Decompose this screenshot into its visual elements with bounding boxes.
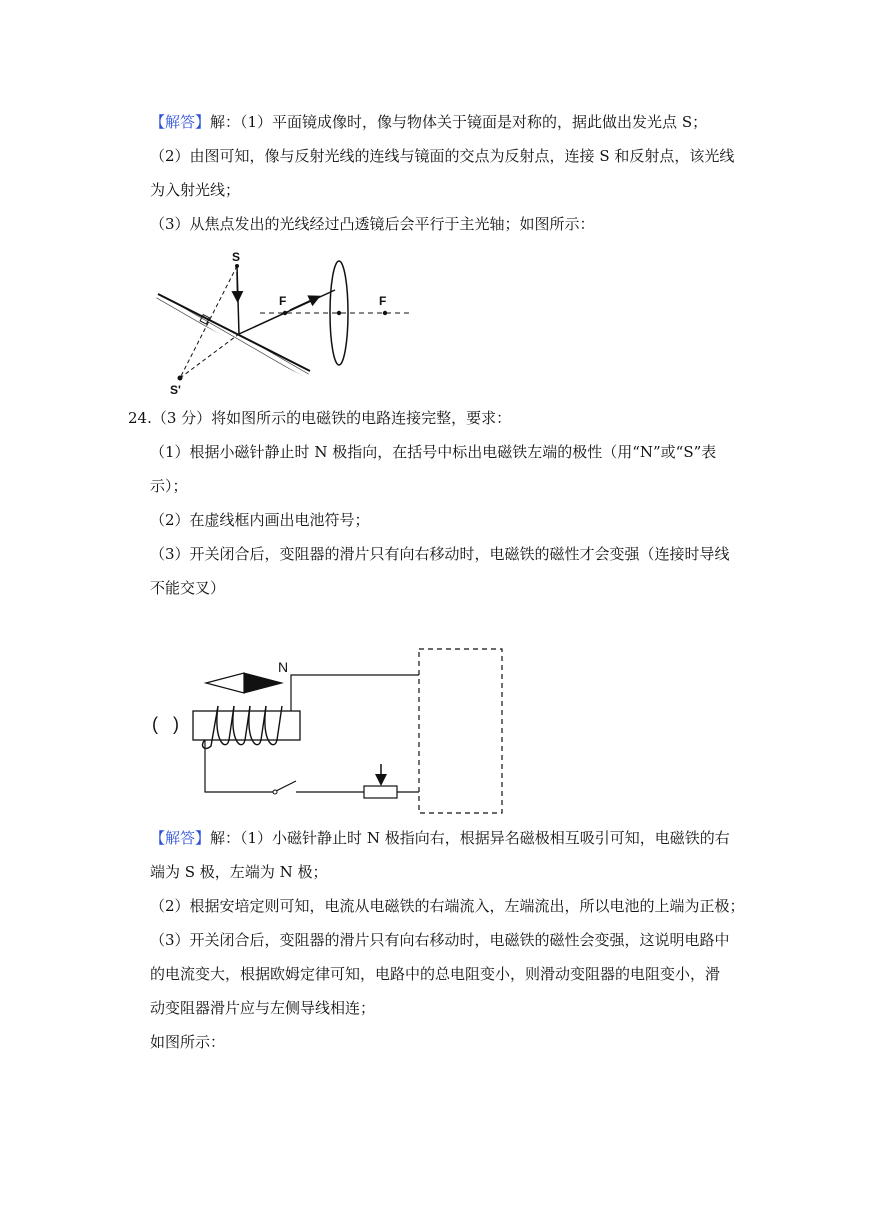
top-wire bbox=[291, 675, 419, 711]
label-s: S bbox=[232, 250, 241, 264]
answer2-line-5: 的电流变大，根据欧姆定律可知，电路中的总电阻变小，则滑动变阻器的电阻变小，滑 bbox=[150, 965, 721, 983]
bottom-wire-left bbox=[205, 740, 273, 792]
answer1-line-4: （3）从焦点发出的光线经过凸透镜后会平行于主光轴；如图所示： bbox=[150, 215, 595, 233]
answer2-line-7: 如图所示： bbox=[150, 1033, 226, 1051]
answer2-line-3: （2）根据安培定则可知，电流从电磁铁的右端流入，左端流出，所以电池的上端为正极； bbox=[150, 897, 745, 915]
answer2-line-2: 端为 S 极，左端为 N 极； bbox=[150, 863, 328, 881]
reflected-ray bbox=[239, 290, 335, 334]
pole-answer-paren: ( ) bbox=[152, 714, 179, 734]
needle-n-label: N bbox=[278, 659, 289, 675]
answer2-line-6: 动变阻器滑片应与左侧导线相连； bbox=[150, 999, 376, 1017]
answer2-text-1: 解：（1）小磁针静止时 N 极指向右，根据异名磁极相互吸引可知，电磁铁的右 bbox=[210, 829, 730, 847]
answer2-line-1 bbox=[150, 828, 730, 848]
reflected-ray-arrow bbox=[290, 297, 318, 310]
answer2-line-4: （3）开关闭合后，变阻器的滑片只有向右移动时，电磁铁的磁性会变强，这说明电路中 bbox=[150, 931, 730, 949]
label-f-right: F bbox=[379, 294, 387, 308]
q24-line-4: （2）在虚线框内画出电池符号； bbox=[150, 511, 370, 529]
q24-line-6: 不能交叉） bbox=[150, 579, 226, 597]
q24-line-2: （1）根据小磁针静止时 N 极指向，在括号中标出电磁铁左端的极性（用“N”或“S”表 bbox=[150, 443, 717, 461]
answer1-line-2: （2）由图可知，像与反射光线的连线与镜面的交点为反射点，连接 S 和反射点，该光线 bbox=[150, 147, 735, 165]
focus-left-point bbox=[283, 311, 287, 315]
focus-right-point bbox=[383, 311, 387, 315]
label-s-image: S' bbox=[170, 383, 181, 397]
answer1-text-1: 解：（1）平面镜成像时，像与物体关于镜面是对称的，据此做出发光点 S； bbox=[210, 113, 708, 131]
answer2-tag: 【解答】 bbox=[150, 829, 211, 847]
switch-contact bbox=[273, 790, 277, 794]
compass-needle-south bbox=[206, 673, 244, 693]
q24-line-1: 24.（3 分）将如图所示的电磁铁的电路连接完整，要求： bbox=[128, 409, 512, 427]
virtual-ray bbox=[180, 334, 239, 378]
mirror-hatching bbox=[155, 294, 310, 378]
answer1-tag: 【解答】 bbox=[150, 113, 211, 131]
switch-blade bbox=[276, 781, 296, 791]
rheostat-resistor bbox=[364, 786, 397, 798]
plane-mirror bbox=[158, 294, 310, 371]
battery-dashed-box bbox=[419, 649, 502, 813]
label-f-left: F bbox=[279, 294, 287, 308]
answer1-line-3: 为入射光线； bbox=[150, 181, 241, 199]
lens-center-point bbox=[337, 311, 341, 315]
q24-line-3: 示）； bbox=[150, 477, 188, 495]
source-point bbox=[235, 264, 239, 268]
electromagnet-coil bbox=[203, 706, 282, 748]
compass-needle-north bbox=[244, 673, 282, 693]
image-point bbox=[178, 376, 183, 381]
incident-ray-arrow bbox=[237, 272, 238, 300]
q24-line-5: （3）开关闭合后，变阻器的滑片只有向右移动时，电磁铁的磁性才会变强（连接时导线 bbox=[150, 545, 730, 563]
